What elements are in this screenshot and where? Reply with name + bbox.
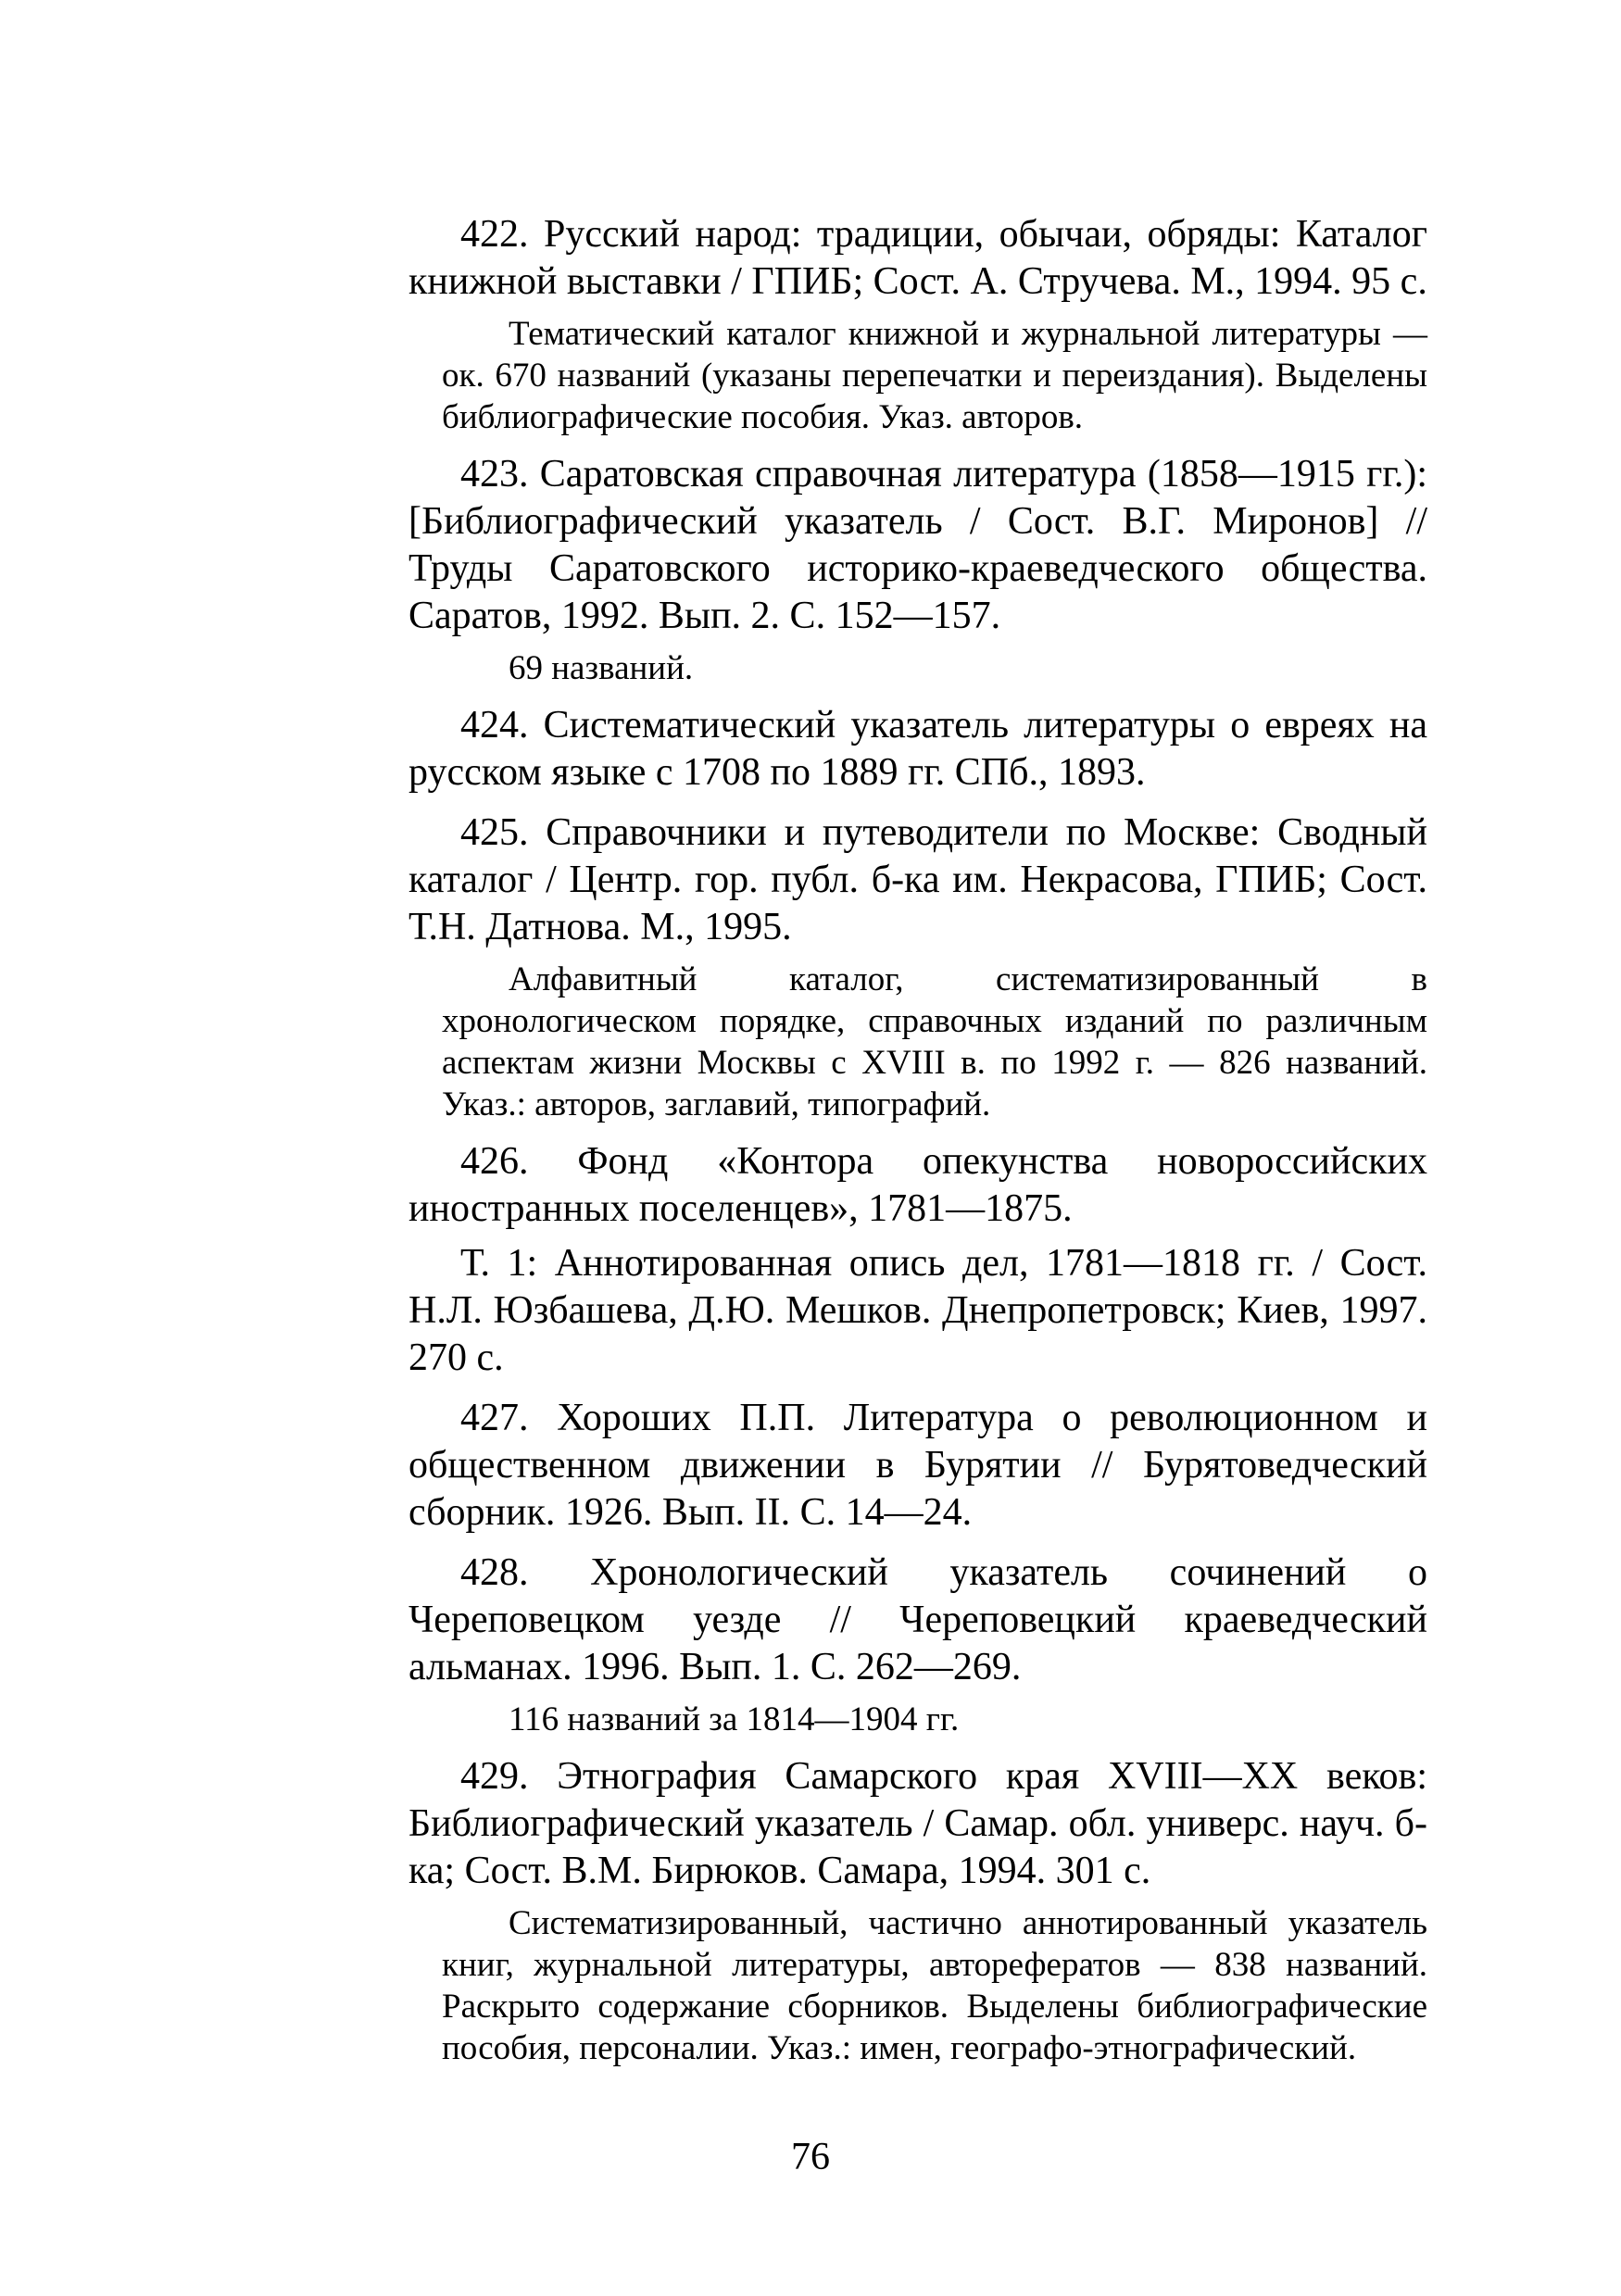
entry-annotation: Систематизированный, частично аннотированный указатель книг, журнальной литературы, авторефератов — 838 названий. Раскрыто содержание сборников. Выделены библиографические пособия, персоналии. Указ.: имен, географо-этнографический.	[442, 1904, 1427, 2067]
entry-annotation: 116 названий за 1814—1904 гг.	[509, 1700, 960, 1738]
entry-429	[408, 1753, 1427, 2069]
entry-428	[408, 1549, 1427, 1740]
entry-volume: Т. 1: Аннотированная опись дел, 1781—1818 гг. / Сост. Н.Л. Юзбашева, Д.Ю. Мешков. Днепропетровск; Киев, 1997. 270 с.	[408, 1242, 1427, 1379]
entry-text: 428. Хронологический указатель сочинений о Череповецком уезде // Череповецкий краеведческий альманах. 1996. Вып. 1. С. 262—269.	[408, 1551, 1427, 1688]
entry-annotation: Алфавитный каталог, систематизированный в хронологическом порядке, справочных изданий по различным аспектам жизни Москвы с XVIII в. по 1992 г. — 826 названий. Указ.: авторов, заглавий, типографий.	[442, 960, 1427, 1123]
entry-text: 426. Фонд «Контора опекунства новороссийских иностранных поселенцев», 1781—1875.	[408, 1140, 1427, 1230]
entry-annotation: Тематический каталог книжной и журнальной литературы — ок. 670 названий (указаны перепечатки и переиздания). Выделены библиографические пособия. Указ. авторов.	[442, 315, 1427, 436]
entry-text: 424. Систематический указатель литературы о евреях на русском языке с 1708 по 1889 гг. СПб., 1893.	[408, 704, 1427, 794]
entry-text: 427. Хороших П.П. Литература о революционном и общественном движении в Бурятии // Бурятоведческий сборник. 1926. Вып. II. С. 14—24.	[408, 1397, 1427, 1534]
entry-425	[408, 809, 1427, 1125]
entry-text: 422. Русский народ: традиции, обычаи, обряды: Каталог книжной выставки / ГПИБ; Сост. А. Стручева. М., 1994. 95 с.	[408, 213, 1427, 303]
entry-427	[408, 1395, 1427, 1537]
entry-text: 429. Этнография Самарского края XVIII—XX веков: Библиографический указатель / Самар. обл. универс. науч. б-ка; Сост. В.М. Бирюков. Самара, 1994. 301 с.	[408, 1755, 1427, 1892]
page-number: 76	[791, 2136, 830, 2178]
entry-text: 425. Справочники и путеводители по Москве: Сводный каталог / Центр. гор. публ. б-ка им. Некрасова, ГПИБ; Сост. Т.Н. Датнова. М., 1995.	[408, 811, 1427, 948]
entry-annotation: 69 названий.	[509, 649, 694, 687]
entry-text: 423. Саратовская справочная литература (1858—1915 гг.): [Библиографический указатель / Сост. В.Г. Миронов] // Труды Саратовского историко-краеведческого общества. Саратов, 1992. Вып. 2. С. 152—157.	[408, 453, 1427, 637]
entry-424	[408, 702, 1427, 797]
entry-423	[408, 451, 1427, 689]
entry-426	[408, 1138, 1427, 1382]
entry-422	[408, 211, 1427, 438]
